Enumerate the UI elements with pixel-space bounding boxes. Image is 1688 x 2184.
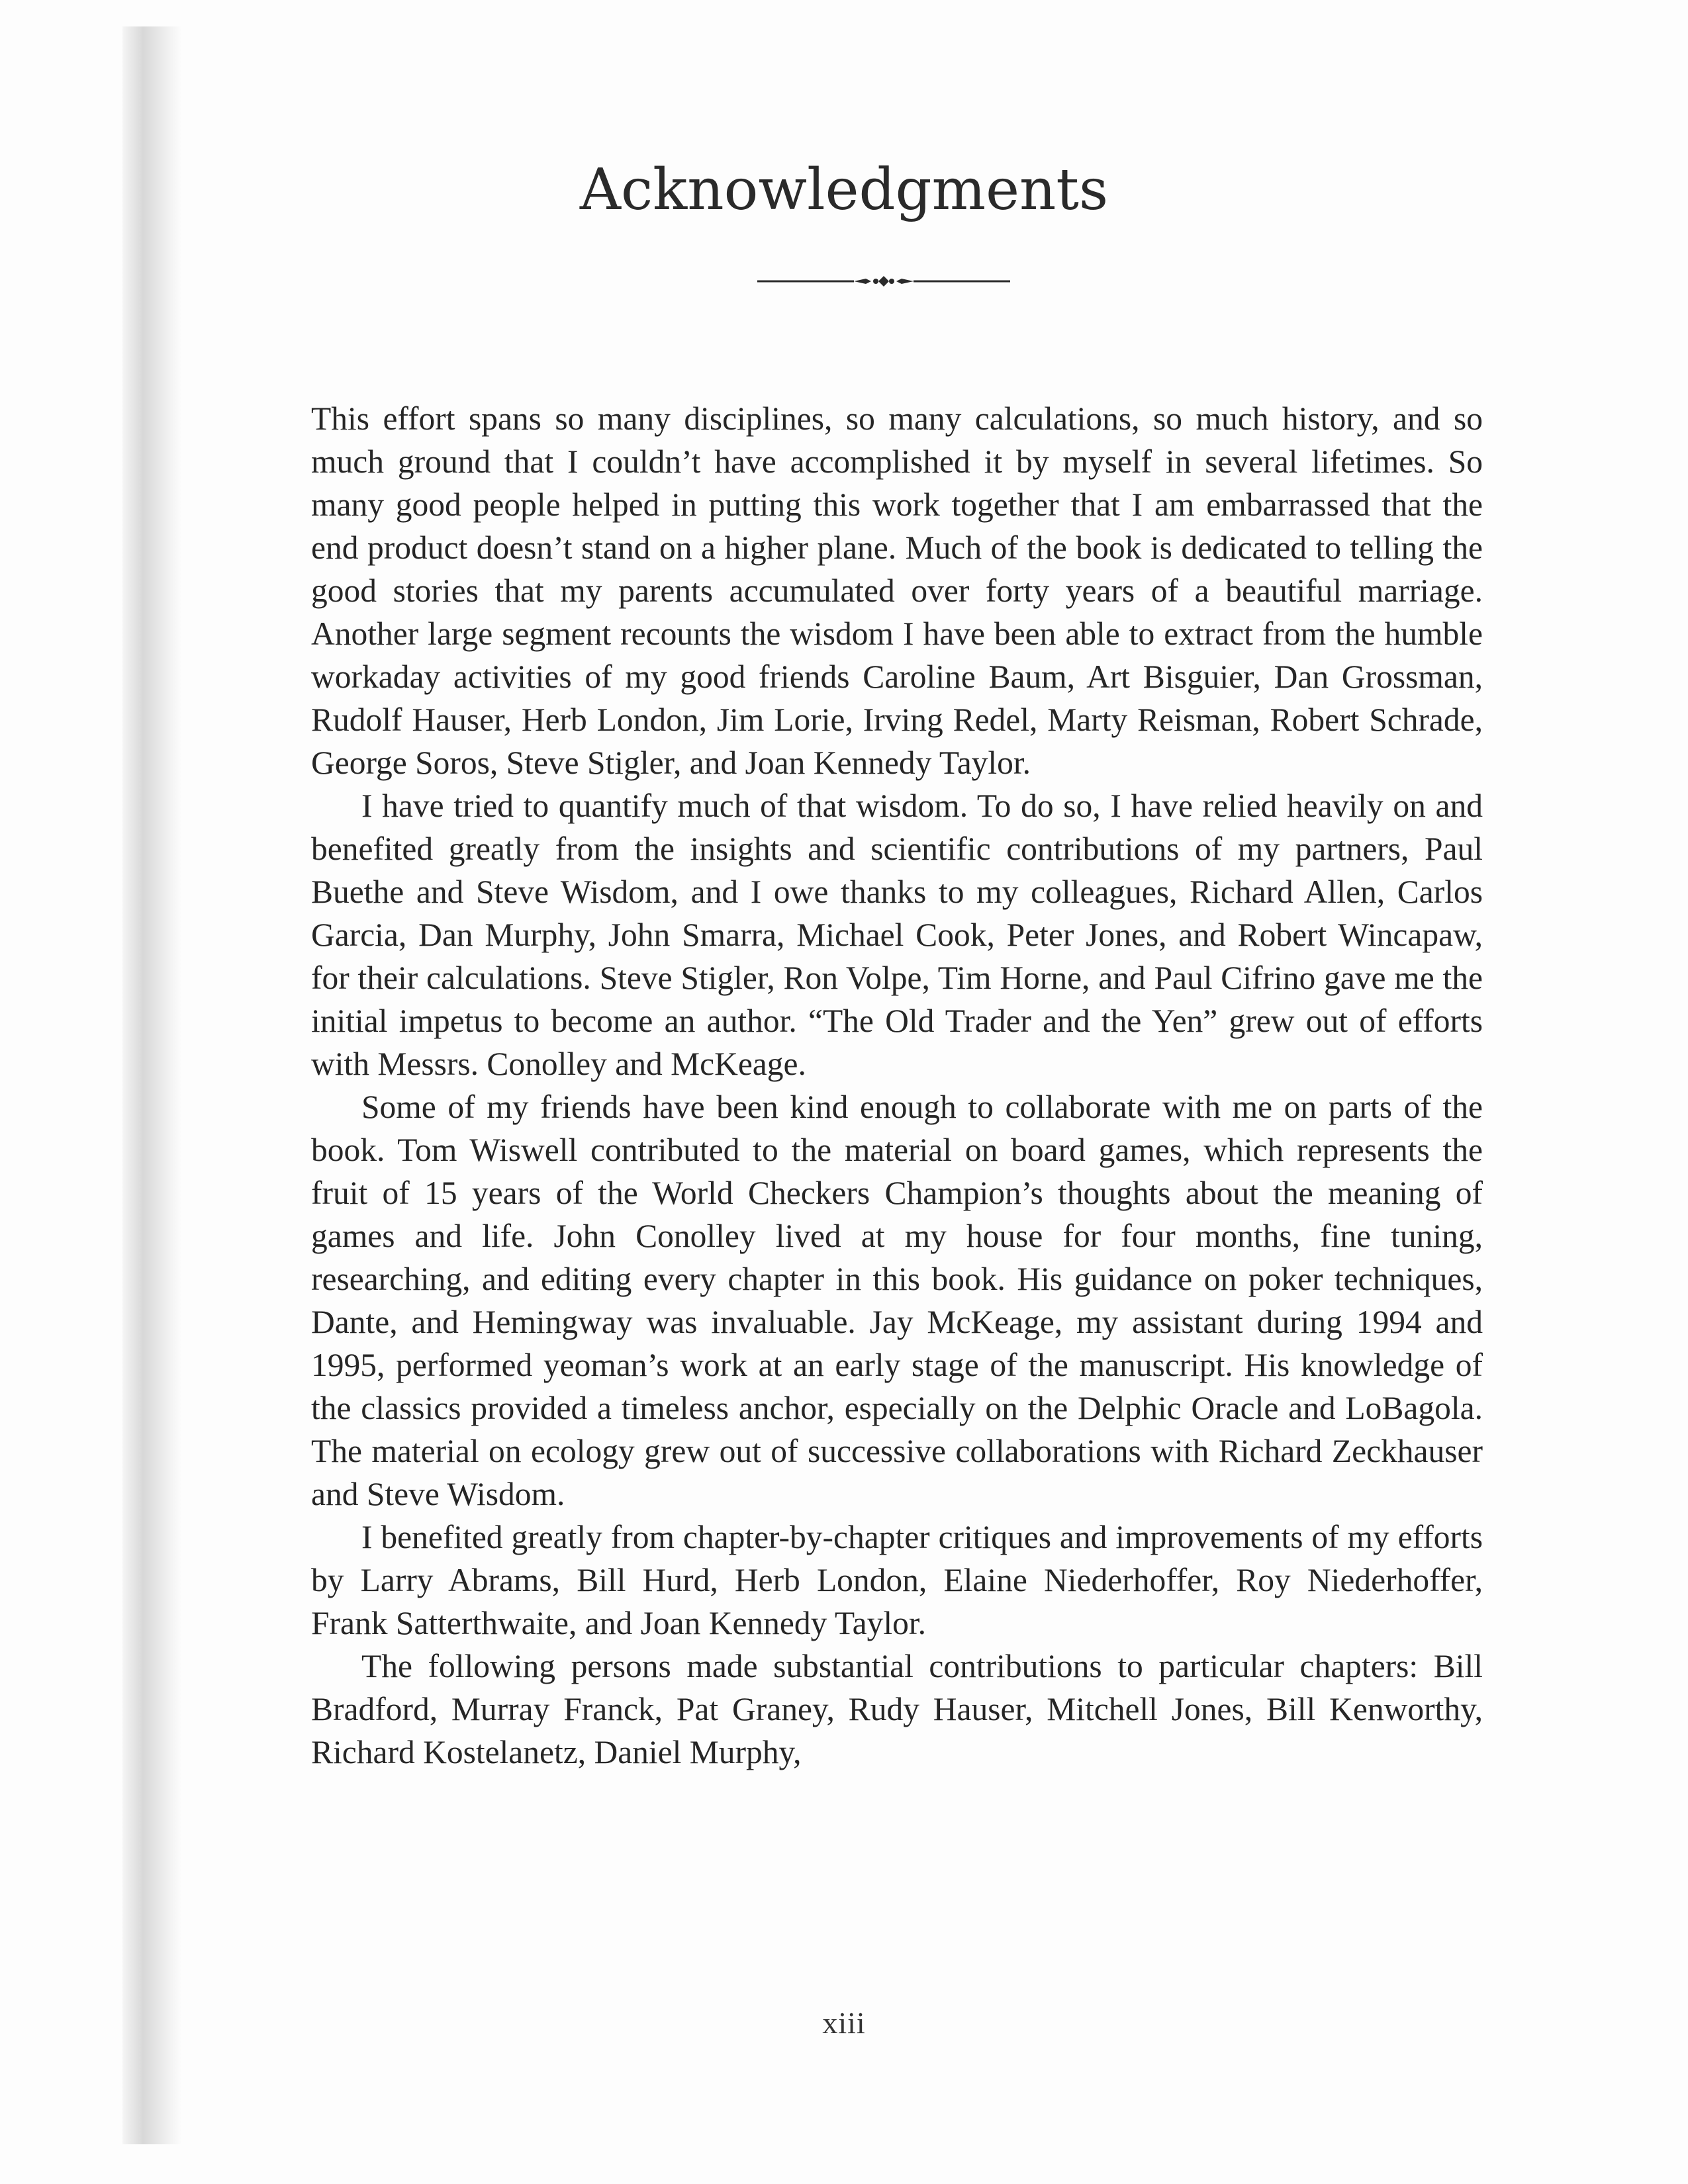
paragraph: I have tried to quantify much of that wisdom. To do so, I have relied heavily on and benefited greatly from the insights and scientific contributions of my partners, Paul Buethe and Steve Wisdom, and I owe thanks to my colleagues, Richard Allen, Carlos Garcia, Dan Murphy, John Smarra, Michael Cook, Peter Jones, and Robert Wincapaw, for their calculations. Steve Stigler, Ron Volpe, Tim Horne, and Paul Cifrino gave me the initial impetus to become an author. “The Old Trader and the Yen” grew out of efforts with Messrs. Conolley and McKeage.	[311, 788, 1483, 1082]
scan-gutter-shadow	[122, 26, 182, 2144]
paragraph: Some of my friends have been kind enough to collaborate with me on parts of the book. Tom Wiswell contributed to the material on board games, which represents the fruit of 15 years of the World Checkers Champion’s thoughts about the meaning of games and life. John Conolley lived at my house for four months, fine tuning, researching, and editing every chapter in this book. His guidance on poker techniques, Dante, and Hemingway was invaluable. Jay McKeage, my assistant during 1994 and 1995, performed yeoman’s work at an early stage of the manuscript. His knowledge of the classics provided a timeless anchor, especially on the Delphic Oracle and LoBagola. The material on ecology grew out of successive collaborations with Richard Zeckhauser and Steve Wisdom.	[311, 1089, 1483, 1512]
paragraph: This effort spans so many disciplines, so many calculations, so much history, and so much ground that I couldn’t have accomplished it by myself in several lifetimes. So many good people helped in putting this work together that I am embarrassed that the end product doesn’t stand on a higher plane. Much of the book is dedicated to telling the good stories that my parents accumulated over forty years of a beautiful marriage. Another large segment recounts the wisdom I have been able to extract from the humble workaday activities of my good friends Caroline Baum, Art Bisguier, Dan Grossman, Rudolf Hauser, Herb London, Jim Lorie, Irving Redel, Marty Reisman, Robert Schrade, George Soros, Steve Stigler, and Joan Kennedy Taylor.	[311, 400, 1483, 781]
acknowledgments-body	[311, 397, 1483, 1774]
paragraph: I benefited greatly from chapter-by-chapter critiques and improvements of my efforts by Larry Abrams, Bill Hurd, Herb London, Elaine Niederhoffer, Roy Niederhoffer, Frank Satterthwaite, and Joan Kennedy Taylor.	[311, 1519, 1483, 1641]
paragraph: The following persons made substantial contributions to particular chapters: Bill Bradford, Murray Franck, Pat Graney, Rudy Hauser, Mitchell Jones, Bill Kenworthy, Richard Kostelanetz, Daniel Murphy,	[311, 1648, 1483, 1770]
ornamental-rule-icon	[755, 268, 1013, 295]
page-number: xiii	[822, 2006, 866, 2040]
page-title: Acknowledgments	[579, 157, 1109, 223]
